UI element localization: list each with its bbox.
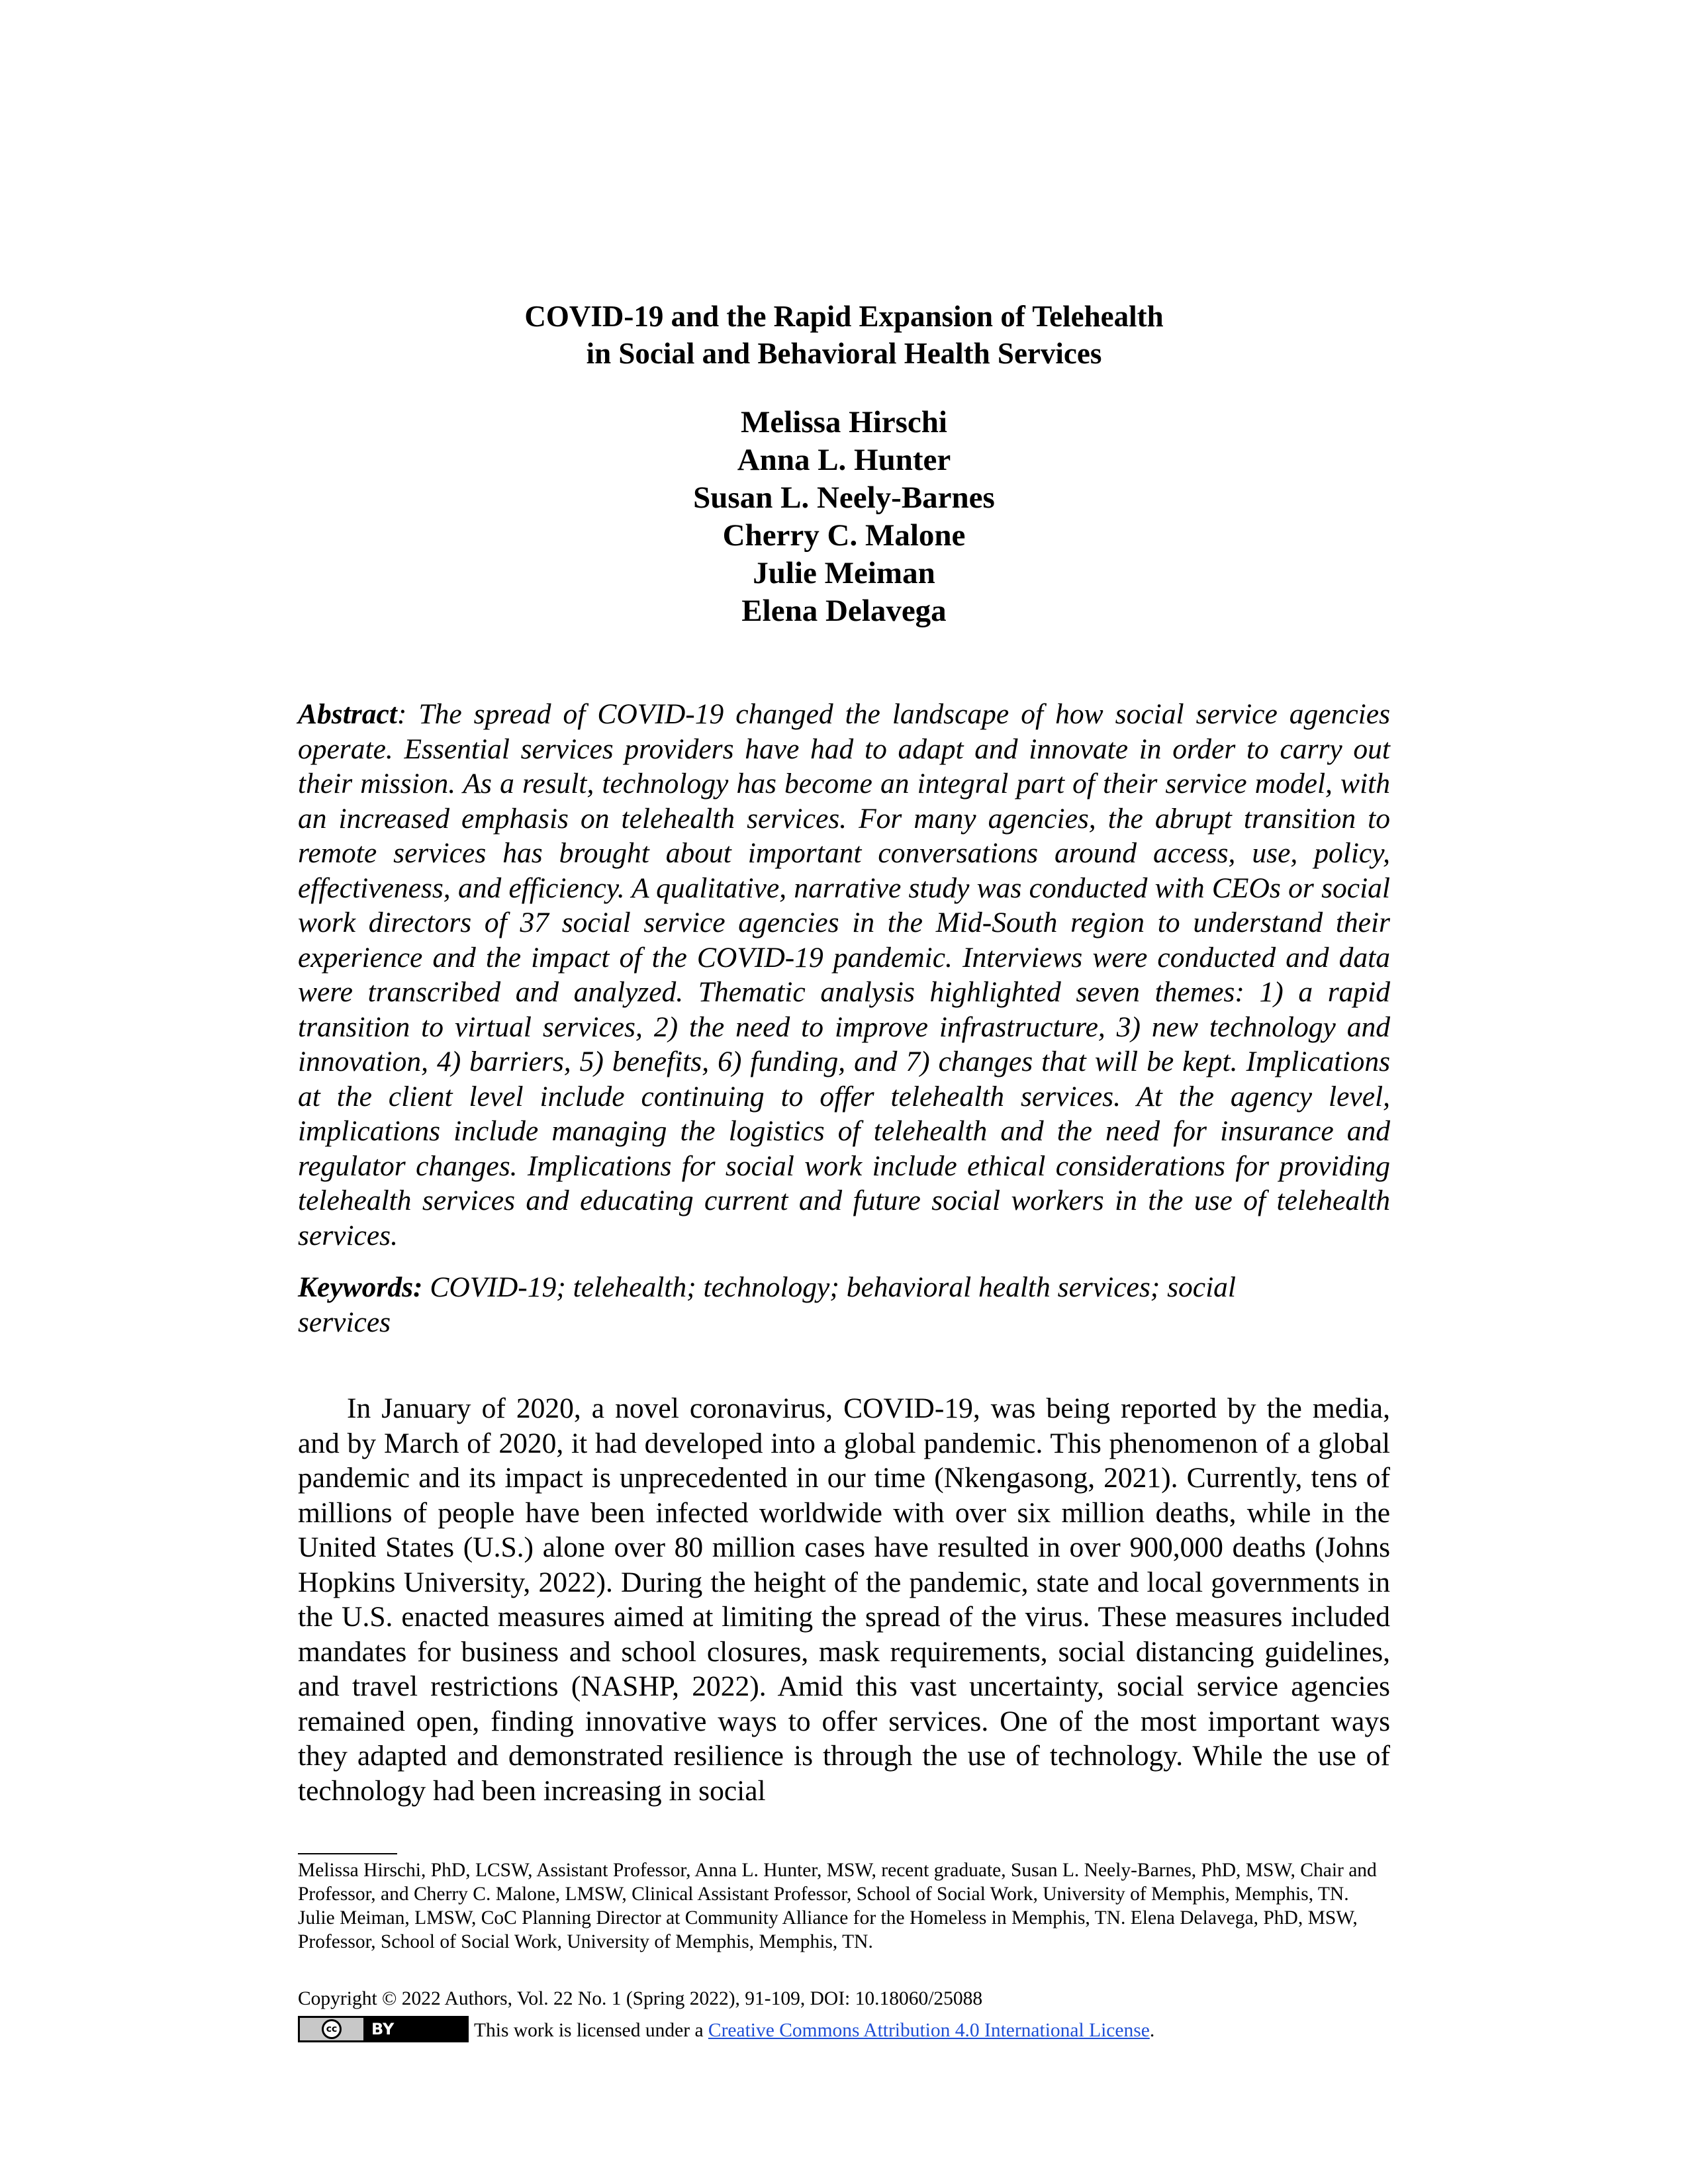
cc-by-license-badge[interactable] [298, 2016, 469, 2042]
cc-badge-left [300, 2018, 363, 2040]
keywords-text: COVID-19; telehealth; technology; behavioral health services; social services [298, 1271, 1237, 1338]
license-row [298, 2011, 1390, 2042]
author-list [298, 404, 1390, 630]
title-line-2: in Social and Behavioral Health Services [586, 337, 1102, 370]
abstract-text: : The spread of COVID-19 changed the landscape of how social service agencies operate. Essential services providers have had to adapt and innovate in order to carry out their mission. As a result, technology has become an integral part of their service model, with an increased emphasis on telehealth services. For many agencies, the abrupt transition to remote services has brought about important conversations around access, use, policy, effectiveness, and efficiency. A qualitative, narrative study was conducted with CEOs or social work directors of 37 social service agencies in the Mid-South region to understand their experience and the impact of the COVID-19 pandemic. Interviews were conducted and data were transcribed and analyzed. Thematic analysis highlighted seven themes: 1) a rapid transition to virtual services, 2) the need to improve infrastructure, 3) new technology and innovation, 4) barriers, 5) benefits, 6) funding, and 7) changes that will be kept. Implications at the client level include continuing to offer telehealth services. At the agency level, implications include managing the logistics of telehealth and the need for insurance and regulator changes. Implications for social work include ethical considerations for providing telehealth services and educating current and future social workers in the use of telehealth services. [298, 698, 1390, 1251]
license-link[interactable]: Creative Commons Attribution 4.0 International License [708, 2020, 1150, 2041]
author-name: Anna L. Hunter [737, 443, 951, 477]
footnote-divider [298, 1853, 397, 1854]
author-name: Melissa Hirschi [741, 405, 947, 439]
author-name: Julie Meiman [753, 556, 935, 590]
paper-title [298, 298, 1390, 372]
author-name: Susan L. Neely-Barnes [693, 480, 995, 515]
body-paragraph: In January of 2020, a novel coronavirus, COVID-19, was being reported by the media, and by March of 2020, it had developed into a global pandemic. This phenomenon of a global pandemic and its impact is unprecedented in our time (Nkengasong, 2021). Currently, tens of millions of people have been infected worldwide with over six million deaths, while in the United States (U.S.) alone over 80 million cases have resulted in over 900,000 deaths (Johns Hopkins University, 2022). During the height of the pandemic, state and local governments in the U.S. enacted measures aimed at limiting the spread of the virus. These measures included mandates for business and school closures, mask requirements, social distancing guidelines, and travel restrictions (NASHP, 2022). Amid this vast uncertainty, social service agencies remained open, finding innovative ways to offer services. One of the most important ways they adapted and demonstrated resilience is through the use of technology. While the use of technology had been increasing in social [298, 1392, 1390, 1807]
keywords [298, 1270, 1291, 1340]
author-affiliations-footnote: Melissa Hirschi, PhD, LCSW, Assistant Professor, Anna L. Hunter, MSW, recent graduate, Susan L. Neely-Barnes, PhD, MSW, Chair and Professor, and Cherry C. Malone, LMSW, Clinical Assistant Professor, School of Social Work, University of Memphis, Memphis, TN. Julie Meiman, LMSW, CoC Planning Director at Community Alliance for the Homeless in Memphis, TN. Elena Delavega, PhD, MSW, Professor, School of Social Work, University of Memphis, Memphis, TN. [298, 1860, 1377, 1952]
copyright-line: Copyright © 2022 Authors, Vol. 22 No. 1 (Spring 2022), 91-109, DOI: 10.18060/25088 [298, 1988, 983, 2009]
paper-page [298, 298, 1390, 2042]
license-prefix: This work is licensed under a [474, 2020, 708, 2041]
cc-by-label: BY [371, 2020, 395, 2038]
abstract [298, 697, 1390, 1253]
keywords-label: Keywords: [298, 1271, 423, 1303]
title-line-1: COVID-19 and the Rapid Expansion of Telehealth [524, 300, 1164, 333]
author-name: Elena Delavega [741, 594, 947, 628]
license-statement [474, 2019, 1154, 2042]
author-name: Cherry C. Malone [722, 518, 966, 553]
license-suffix: . [1149, 2020, 1155, 2041]
abstract-label: Abstract [298, 698, 397, 730]
creative-commons-icon: cc [322, 2019, 342, 2039]
